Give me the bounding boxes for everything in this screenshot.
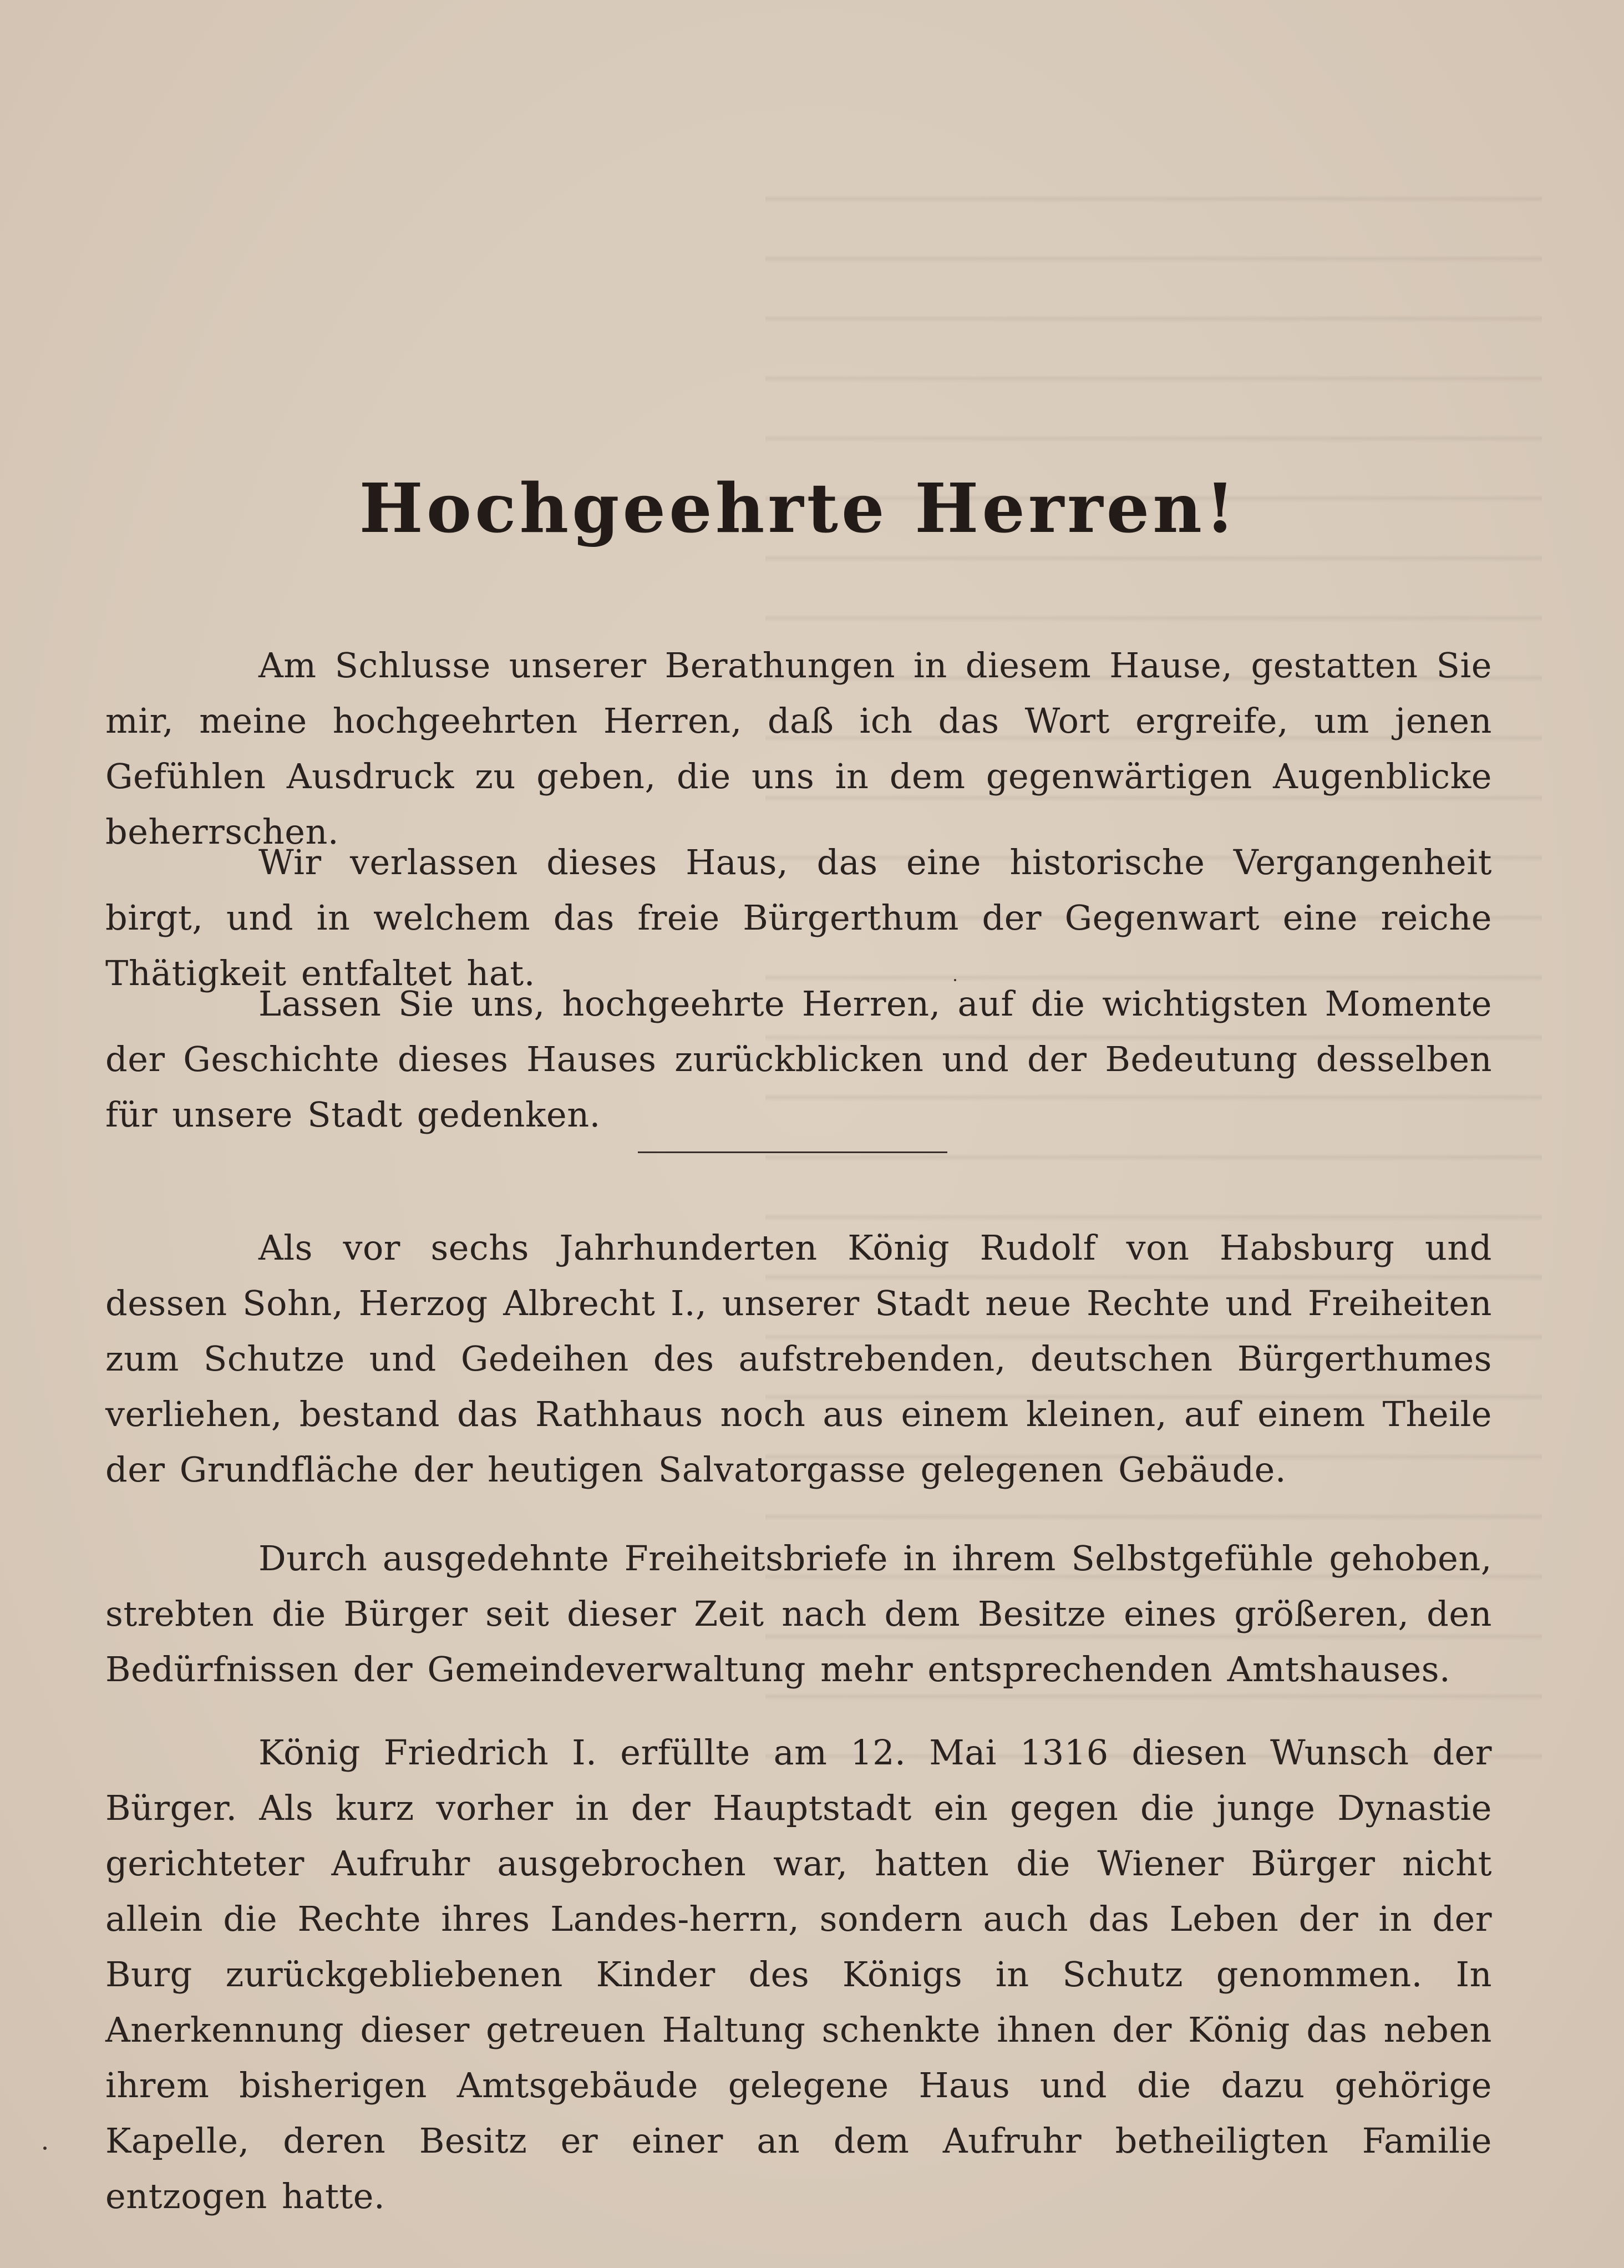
page-title: Hochgeehrte Herren! [359,468,1239,548]
paragraph-6-text: König Friedrich I. erfüllte am 12. Mai 1316 diesen Wunsch der Bürger. Als kurz vorher in der Hauptstadt ein gegen die junge Dynastie gerichteter Aufruhr ausgebrochen war, hatten die Wiener Bürger nicht allein die Rechte ihres Landes-herrn, sondern auch das Leben der in der Burg zurückgebliebenen Kinder des Königs in Schutz genommen. In Anerkennung dieser getreuen Haltung schenkte ihnen der König das neben ihrem bisherigen Amtsgebäude gelegene Haus und die dazu gehörige Kapelle, deren Besitz er einer an dem Aufruhr betheiligten Familie entzogen hatte. [105,1732,1492,2216]
paragraph-2-text: Wir verlassen dieses Haus, das eine historische Vergangenheit birgt, und in welchem das freie Bürgerthum der Gegenwart eine reiche Thätigkeit entfaltet hat. [105,842,1492,993]
paragraph-3-text: Lassen Sie uns, hochgeehrte Herren, auf die wichtigsten Momente der Geschichte dieses Hauses zurückblicken und der Bedeutung desselben für unsere Stadt gedenken. [105,983,1492,1135]
paragraph-1 [105,638,1492,860]
paragraph-6 [105,1725,1492,2224]
paragraph-4-text: Als vor sechs Jahrhunderten König Rudolf von Habsburg und dessen Sohn, Herzog Albrecht I., unserer Stadt neue Rechte und Freiheiten zum Schutze und Gedeihen des aufstrebenden, deutschen Bürgerthumes verliehen, bestand das Rathhaus noch aus einem kleinen, auf einem Theile der Grundfläche der heutigen Salvatorgasse gelegenen Gebäude. [105,1227,1492,1490]
paper-speck [954,979,956,981]
section-divider [638,1151,947,1153]
paragraph-4 [105,1220,1492,1498]
paragraph-5 [105,1531,1492,1697]
paragraph-3 [105,976,1492,1143]
paragraph-1-text: Am Schlusse unserer Berathungen in diesem Hause, gestatten Sie mir, meine hochgeehrten Herren, daß ich das Wort ergreife, um jenen Gefühlen Ausdruck zu geben, die uns in dem gegenwärtigen Augenblicke beherrschen. [105,645,1492,852]
paragraph-5-text: Durch ausgedehnte Freiheitsbriefe in ihrem Selbstgefühle gehoben, strebten die Bürger seit dieser Zeit nach dem Besitze eines größeren, den Bedürfnissen der Gemeindeverwaltung mehr entsprechenden Amtshauses. [105,1538,1492,1689]
paper-speck [43,2147,47,2150]
